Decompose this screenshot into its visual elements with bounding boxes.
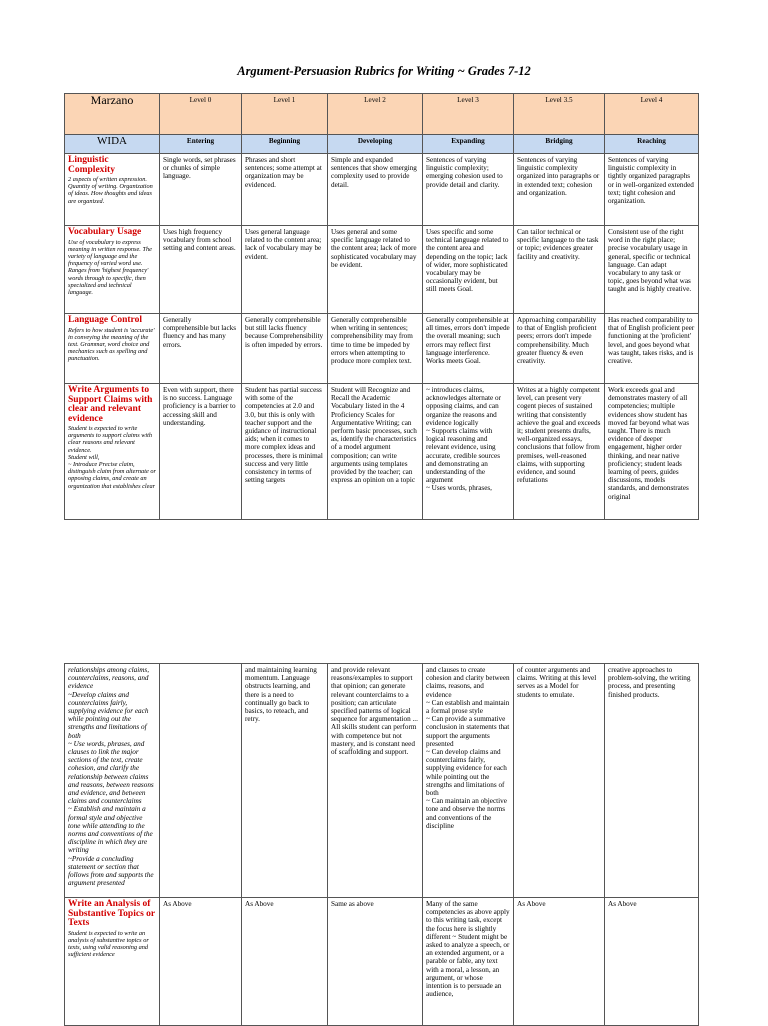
level-header: Level 3 (423, 94, 514, 135)
criterion-cell (65, 898, 160, 1026)
criterion-title: Write Arguments to Support Claims with clear and relevant evidence (68, 385, 153, 424)
criterion-description: Refers to how student is 'accurate' in conveying the meaning of the text. Grammar, word choice and mechanics such as spelling and punctuation. (68, 326, 155, 363)
rubric-cell: As Above (514, 898, 605, 1026)
table-row (65, 226, 699, 314)
table-row-continuation (65, 664, 699, 898)
criterion-title: Vocabulary Usage (68, 227, 142, 237)
rubric-cell: Can tailor technical or specific language to the task or topic; evidences greater facility and creativity. (514, 226, 605, 314)
rubric-cell: Student will Recognize and Recall the Academic Vocabulary listed in the 4 Proficiency Scales for Argumentative Writing; can perform basic processes, such as, identify the characteristics of a model argument composition; can write arguments using templates provided by the teacher; can express an opinion on a topic (328, 384, 423, 520)
rubric-cell: Student has partial success with some of the competencies at 2.0 and 3.0, but this is only with teacher support and the guidance of instructional aids; when it comes to more complex ideas and processes, there is minimal success and very little consistency in terms of setting targets (242, 384, 328, 520)
rubric-cell: and maintaining learning momentum. Language obstructs learning, and there is a need to continually go back to basics, to reteach, and retry. (242, 664, 328, 898)
level-header: Level 0 (160, 94, 242, 135)
table-row (65, 154, 699, 226)
rubric-cell: Phrases and short sentences; some attempt at organization may be evidenced. (242, 154, 328, 226)
rubric-cell: Generally comprehensible when writing in sentences; comprehensibility may from time to time be impeded by errors when attempting to produce more complex text. (328, 314, 423, 384)
wida-level-header: Beginning (242, 135, 328, 154)
table-row (65, 898, 699, 1026)
criterion-description: Use of vocabulary to express meaning in written response. The variety of language and the frequency of varied word use. Ranges from 'highest frequency' words through to specific, then specialized and technical language. (68, 238, 152, 296)
criterion-title: Linguistic Complexity (68, 155, 115, 175)
rubric-cell: Sentences of varying linguistic complexity organized into paragraphs or in extended text; cohesion and organization. (514, 154, 605, 226)
rubric-cell: Simple and expanded sentences that show emerging complexity used to provide detail. (328, 154, 423, 226)
rubric-cell: Approaching comparability to that of English proficient peers; errors don't impede comprehensibility. Much greater fluency & even creativity. (514, 314, 605, 384)
criterion-cell (65, 226, 160, 314)
marzano-label: Marzano (65, 94, 160, 135)
criterion-cell (65, 154, 160, 226)
rubric-cell: As Above (242, 898, 328, 1026)
criterion-cell (65, 314, 160, 384)
rubric-cell: creative approaches to problem-solving, the writing process, and presenting finished products. (605, 664, 699, 898)
wida-level-header: Bridging (514, 135, 605, 154)
level-header: Level 3.5 (514, 94, 605, 135)
rubric-cell: Generally comprehensible at all times, errors don't impede the overall meaning; such errors may reflect first language interference. Works meets Goal. (423, 314, 514, 384)
rubric-cell: Has reached comparability to that of English proficient peer functioning at the 'proficient' level, and goes beyond what was taught, takes risks, and is creative. (605, 314, 699, 384)
rubric-cell (160, 664, 242, 898)
rubric-cell: of counter arguments and claims. Writing at this level serves as a Model for students to emulate. (514, 664, 605, 898)
rubric-cell: Uses specific and some technical language related to the content area and depending on the topic; lack of wider, more sophisticated vocabulary may be occasionally evident, but still meets Goal. (423, 226, 514, 314)
level-header: Level 1 (242, 94, 328, 135)
rubric-table-page-1 (64, 93, 699, 520)
wida-level-header: Developing (328, 135, 423, 154)
criterion-title: Language Control (68, 315, 142, 325)
rubric-cell: Sentences of varying linguistic complexity in tightly organized paragraphs or in well-organized extended text; tight cohesion and organization. (605, 154, 699, 226)
rubric-cell: Even with support, there is no success. Language proficiency is a barrier to accessing skill and understanding. (160, 384, 242, 520)
rubric-cell: Single words, set phrases or chunks of simple language. (160, 154, 242, 226)
criterion-cell (65, 384, 160, 520)
document-title: Argument-Persuasion Rubrics for Writing ~ Grades 7-12 (237, 64, 531, 78)
rubric-cell: Sentences of varying linguistic complexity; emerging cohesion used to provide detail and clarity. (423, 154, 514, 226)
rubric-cell: and provide relevant reasons/examples to support that opinion; can generate relevant counterclaims to a position; can articulate specified patterns of logical sequence for argumentation ... All skills student can perform with competence but not mastery, and is constant need of scaffolding and support. (328, 664, 423, 898)
table-row (65, 384, 699, 520)
rubric-table-page-2 (64, 663, 699, 1026)
criterion-description: 2 aspects of written expression. Quantity of writing. Organization of ideas. How thoughts and ideas are organized. (68, 176, 153, 205)
marzano-level-row (65, 94, 699, 135)
rubric-cell: Generally comprehensible but lacks fluency and has many errors. (160, 314, 242, 384)
rubric-cell: Writes at a highly competent level, can present very cogent pieces of sustained writing that consistently achieve the goal and exceeds it; student presents drafts, well-organized essays, conclusions that follow from premises, well-reasoned claims, with supporting evidence, and sound refutations (514, 384, 605, 520)
rubric-cell: Many of the same competencies as above apply to this writing task, except the focus here is slightly different ~ Student might be asked to analyze a speech, or an extended argument, or a parable or fable, any text with a moral, a lesson, an argument, or whose intention is to persuade an audience, (423, 898, 514, 1026)
wida-label: WIDA (65, 135, 160, 154)
level-header: Level 4 (605, 94, 699, 135)
wida-level-header: Expanding (423, 135, 514, 154)
rubric-cell: Uses general language related to the content area; lack of vocabulary may be evident. (242, 226, 328, 314)
rubric-cell: and clauses to create cohesion and clarity between claims, reasons, and evidence ~ Can establish and maintain a formal prose style ~ Can provide a summative conclusion in statements that support the arguments presented ~ Can develop claims and counterclaims fairly, supplying evidence for each while pointing out the strengths and limitations of both ~ Can maintain an objective tone and observe the norms and conventions of the discipline (423, 664, 514, 898)
rubric-cell: Uses high frequency vocabulary from school setting and content areas. (160, 226, 242, 314)
wida-level-header: Entering (160, 135, 242, 154)
rubric-cell: Generally comprehensible but still lacks fluency because Comprehensibility is often impeded by errors. (242, 314, 328, 384)
criterion-title: Write an Analysis of Substantive Topics or Texts (68, 899, 155, 928)
rubric-cell: Work exceeds goal and demonstrates mastery of all competencies; multiple evidences show student has moved far beyond what was taught. There is much evidence of deeper engagement, higher order thinking, and near native proficiency; student leads learning of peers, guides discussions, models standards, and demonstrates original (605, 384, 699, 520)
level-header: Level 2 (328, 94, 423, 135)
table-row (65, 314, 699, 384)
rubric-cell: As Above (160, 898, 242, 1026)
criterion-description: Student is expected to write an analysis of substantive topics or texts, using valid reasoning and sufficient evidence (68, 929, 149, 959)
rubric-cell: ~ introduces claims, acknowledges alternate or opposing claims, and can organize the reasons and evidence logically ~ Supports claims with logical reasoning and relevant evidence, using accurate, credible sources and demonstrating an understanding of the argument ~ Uses words, phrases, (423, 384, 514, 520)
wida-level-row (65, 135, 699, 154)
criterion-description: Student is expected to write arguments to support claims with clear reasons and relevant evidence. Student will, ~ Introduce Precise claim, distinguish claim from alternate or opposing claims, and create an organization that establishes clear (68, 425, 156, 490)
rubric-cell: Same as above (328, 898, 423, 1026)
rubric-cell: Uses general and some specific language related to the content area; lack of more sophisticated vocabulary may be evident. (328, 226, 423, 314)
rubric-cell: As Above (605, 898, 699, 1026)
criterion-description: relationships among claims, counterclaims, reasons, and evidence ~Develop claims and counterclaims fairly, supplying evidence for each while pointing out the strengths and limitations of both ~ Use words, phrases, and clauses to link the major sections of the text, create cohesion, and clarify the relationship between claims and reasons, between reasons and evidence, and between claims and counterclaims ~ Establish and maintain a formal style and objective tone while attending to the norms and conventions of the discipline in which they are writing ~Provide a concluding statement or section that follows from and supports the argument presented (65, 664, 160, 898)
rubric-cell: Consistent use of the right word in the right place; precise vocabulary usage in general, specific or technical language. Can adapt vocabulary to any task or topic, goes beyond what was taught and is highly creative. (605, 226, 699, 314)
wida-level-header: Reaching (605, 135, 699, 154)
